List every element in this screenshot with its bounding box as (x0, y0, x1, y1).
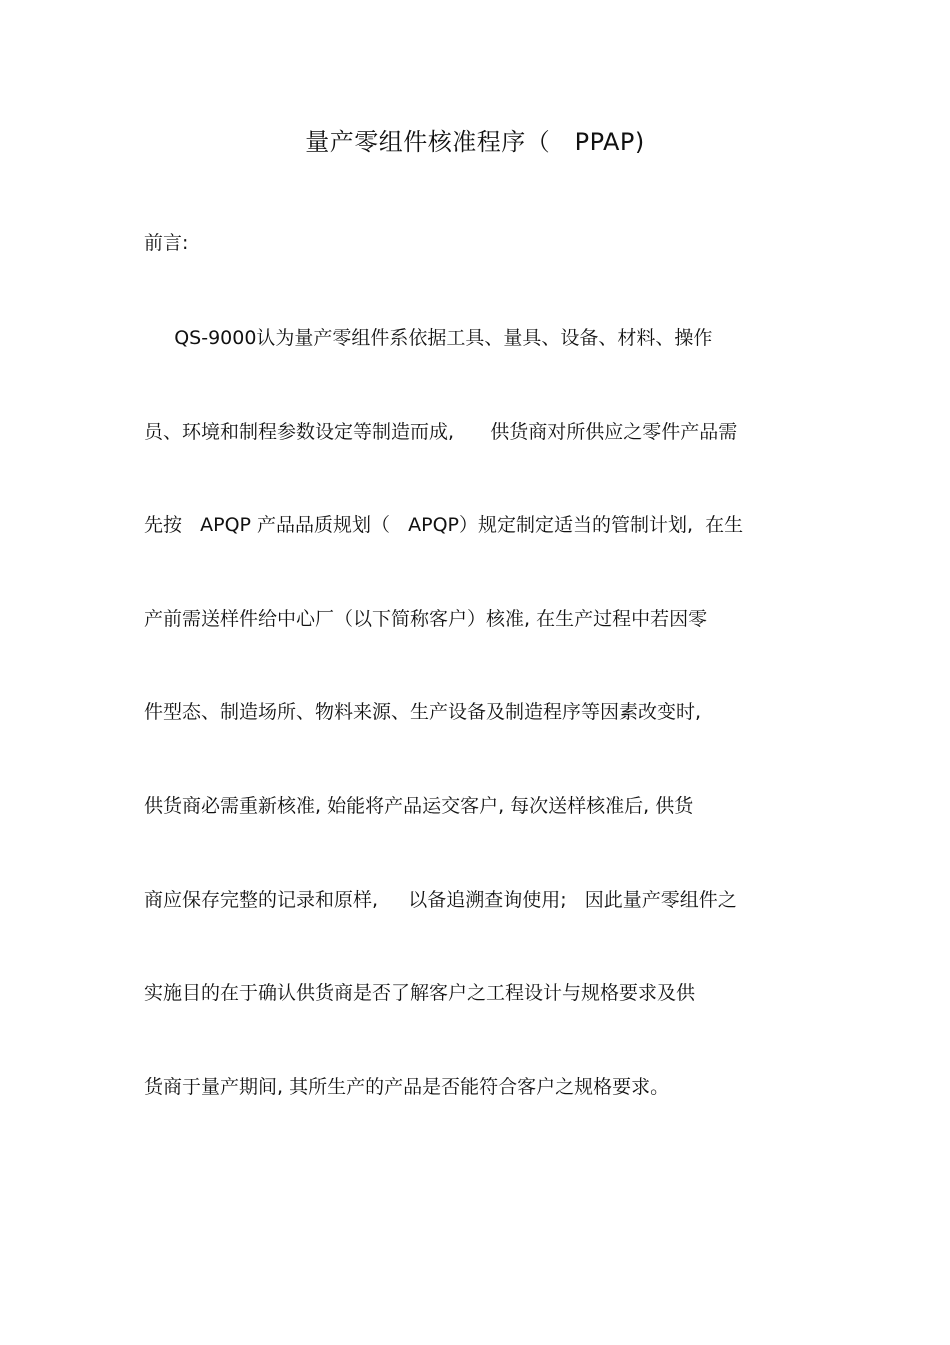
preface-label: 前言: (144, 232, 189, 254)
paragraph-line: 员、环境和制程参数设定等制造而成, 供货商对所供应之零件产品需 (144, 420, 738, 443)
paragraph-line: 货商于量产期间, 其所生产的产品是否能符合客户之规格要求。 (144, 1075, 670, 1098)
paragraph-line: 商应保存完整的记录和原样, 以备追溯查询使用; 因此量产零组件之 (144, 888, 737, 911)
paragraph-line: 产前需送样件给中心厂（以下简称客户）核准, 在生产过程中若因零 (144, 607, 708, 630)
paragraph-line: 供货商必需重新核准, 始能将产品运交客户, 每次送样核准后, 供货 (144, 794, 694, 817)
document-title: 量产零组件核准程序（ PPAP) (305, 128, 645, 156)
paragraph-line: 先按 APQP 产品品质规划（ APQP）规定制定适当的管制计划, 在生 (144, 514, 744, 537)
body-paragraph (144, 279, 824, 1165)
paragraph-line: 实施目的在于确认供货商是否了解客户之工程设计与规格要求及供 (144, 982, 696, 1005)
paragraph-line: 件型态、制造场所、物料来源、生产设备及制造程序等因素改变时, (144, 701, 702, 724)
paragraph-line: QS-9000认为量产零组件系依据工具、量具、设备、材料、操作 (144, 327, 713, 349)
